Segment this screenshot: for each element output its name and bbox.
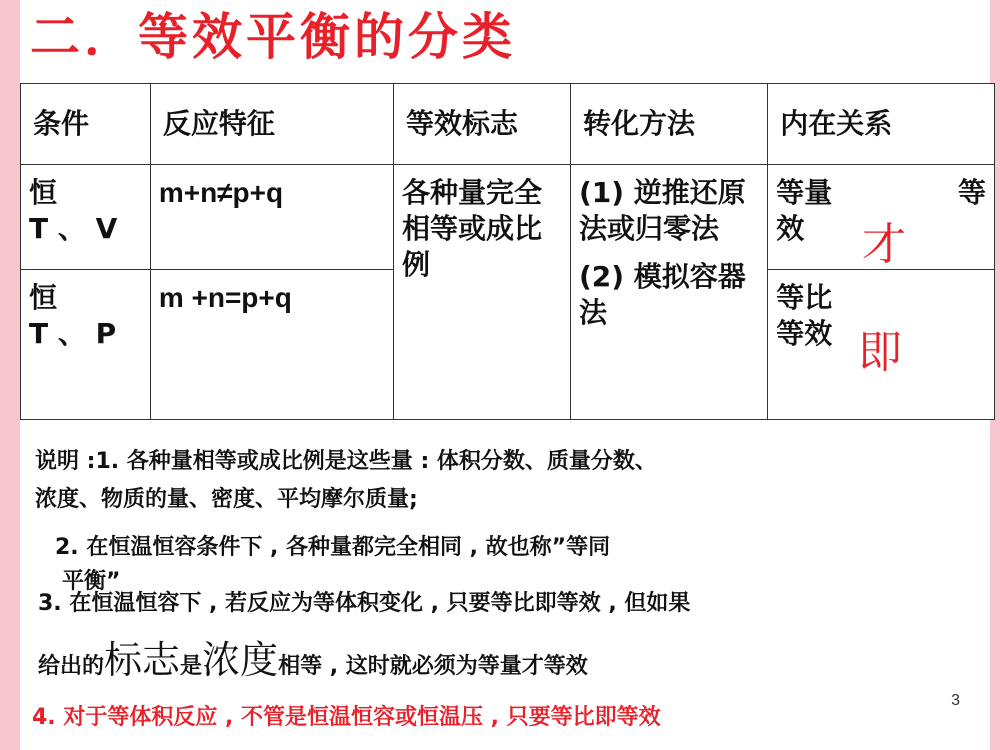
note-1-line-1: 说明 :1. 各种量相等或成比例是这些量 : 体积分数、质量分数、 <box>35 449 657 474</box>
note-emphasis: 标志 <box>104 638 181 682</box>
condition-line: T 、 P <box>29 317 117 350</box>
relation-line <box>776 175 986 211</box>
relation-text: 等比 <box>776 281 833 314</box>
relation-text: 等效 <box>776 317 833 350</box>
note-4: 4. 对于等体积反应 , 不管是恒温恒容或恒温压 , 只要等比即等效 <box>32 705 661 730</box>
condition-cell-tv <box>21 165 151 270</box>
header-condition: 条件 <box>21 84 151 165</box>
relation-text: 等 <box>957 176 986 209</box>
condition-cell-tp <box>21 270 151 420</box>
note-1-line-2: 浓度、物质的量、密度、平均摩尔质量; <box>35 487 418 512</box>
feature-cell: m +n=p+q <box>150 270 393 420</box>
note-3-line-2 <box>38 638 588 689</box>
condition-line: 恒 <box>29 176 58 209</box>
classification-table <box>20 83 995 420</box>
method-item: (2) 模拟容器法 <box>578 260 746 329</box>
note-text: 相等 , 这时就必须为等量才等效 <box>278 654 588 679</box>
header-method: 转化方法 <box>570 84 767 165</box>
sign-cell: 各种量完全相等或成比例 <box>394 165 571 420</box>
note-emphasis: 浓度 <box>202 638 279 682</box>
page-title: 二．等效平衡的分类 <box>30 7 516 66</box>
note-text: 是 <box>180 654 203 679</box>
header-relation: 内在关系 <box>768 84 995 165</box>
method-cell <box>570 165 767 420</box>
note-text: 给出的 <box>38 654 105 679</box>
header-feature: 反应特征 <box>150 84 393 165</box>
header-sign: 等效标志 <box>394 84 571 165</box>
relation-text: 等量 <box>776 176 833 209</box>
note-3-line-1: 3. 在恒温恒容下 , 若反应为等体积变化 , 只要等比即等效 , 但如果 <box>38 591 691 616</box>
page-number: 3 <box>951 692 960 709</box>
note-2-line-1: 2. 在恒温恒容条件下 , 各种量都完全相同 , 故也称”等同 <box>55 535 611 560</box>
table-row <box>21 165 995 270</box>
condition-line: 恒 <box>29 281 58 314</box>
table-header-row <box>21 84 995 165</box>
method-item: (1) 逆推还原法或归零法 <box>578 176 746 245</box>
red-annotation-ji: 即 <box>858 327 902 378</box>
note-2-line-2: 平衡” <box>62 569 121 594</box>
red-annotation-cai: 才 <box>862 219 906 270</box>
feature-cell: m+n≠p+q <box>150 165 393 270</box>
condition-line: T 、 V <box>29 212 118 245</box>
relation-text: 效 <box>776 212 805 245</box>
